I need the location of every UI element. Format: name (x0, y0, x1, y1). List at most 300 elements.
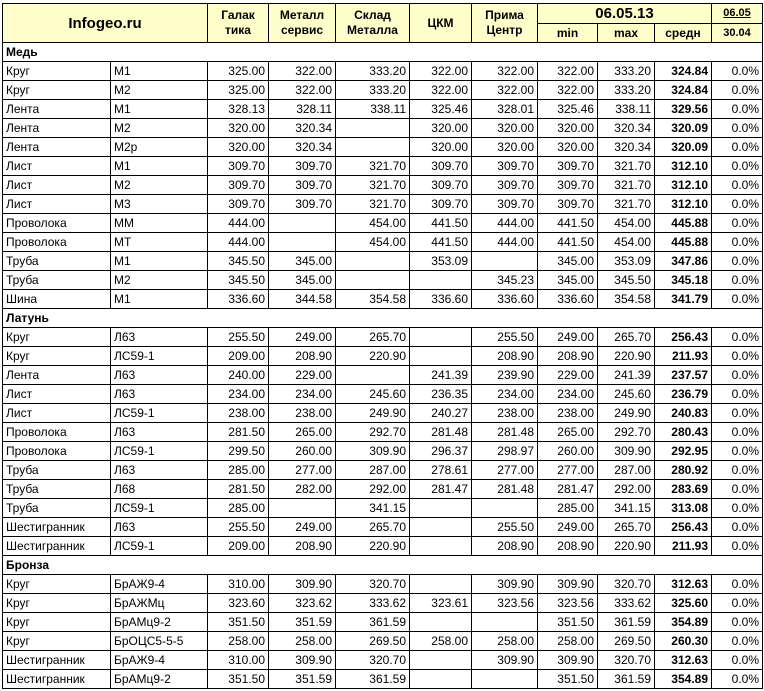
price-tskm: 323.61 (410, 594, 472, 613)
price-prima-centr: 255.50 (472, 328, 538, 347)
price-avg: 280.43 (655, 423, 712, 442)
section-title: Бронза (3, 556, 111, 575)
price-sklad-metalla: 245.60 (336, 385, 410, 404)
price-tskm: 278.61 (410, 461, 472, 480)
price-prima-centr: 298.97 (472, 442, 538, 461)
price-change: 0.0% (712, 81, 763, 100)
price-change: 0.0% (712, 176, 763, 195)
table-row (3, 81, 763, 100)
table-row (3, 214, 763, 233)
product-name: Шестигранник (3, 537, 111, 556)
price-max: 353.09 (598, 252, 655, 271)
price-sklad-metalla (336, 138, 410, 157)
section-spacer (598, 309, 655, 328)
price-metallservis (269, 214, 336, 233)
price-metallservis: 309.90 (269, 651, 336, 670)
price-tskm: 325.46 (410, 100, 472, 119)
price-sklad-metalla: 265.70 (336, 328, 410, 347)
price-change: 0.0% (712, 575, 763, 594)
price-avg: 313.08 (655, 499, 712, 518)
price-avg: 445.88 (655, 233, 712, 252)
price-tskm (410, 537, 472, 556)
price-tskm (410, 347, 472, 366)
price-change: 0.0% (712, 119, 763, 138)
price-metallservis: 208.90 (269, 537, 336, 556)
price-galaktika: 351.50 (208, 670, 269, 689)
grade: М2р (111, 138, 208, 157)
price-min: 234.00 (538, 385, 598, 404)
price-galaktika: 299.50 (208, 442, 269, 461)
price-tskm: 240.27 (410, 404, 472, 423)
price-max: 287.00 (598, 461, 655, 480)
product-name: Шестигранник (3, 651, 111, 670)
grade: ЛС59-1 (111, 442, 208, 461)
price-metallservis: 309.70 (269, 176, 336, 195)
price-galaktika: 328.13 (208, 100, 269, 119)
price-min: 208.90 (538, 347, 598, 366)
price-prima-centr: 309.70 (472, 176, 538, 195)
price-avg: 320.09 (655, 119, 712, 138)
price-change: 0.0% (712, 632, 763, 651)
product-name: Проволока (3, 442, 111, 461)
price-max: 341.15 (598, 499, 655, 518)
price-galaktika: 320.00 (208, 119, 269, 138)
price-avg: 256.43 (655, 328, 712, 347)
price-prima-centr (472, 670, 538, 689)
section-spacer (655, 556, 712, 575)
grade: БрАЖ9-4 (111, 575, 208, 594)
stat-min-header: min (538, 24, 598, 43)
table-row (3, 366, 763, 385)
price-max: 333.20 (598, 81, 655, 100)
price-sklad-metalla: 309.90 (336, 442, 410, 461)
price-prima-centr: 345.23 (472, 271, 538, 290)
grade: М2 (111, 176, 208, 195)
price-prima-centr: 309.70 (472, 157, 538, 176)
price-tskm: 241.39 (410, 366, 472, 385)
table-row (3, 499, 763, 518)
price-min: 309.70 (538, 157, 598, 176)
table-row (3, 651, 763, 670)
price-prima-centr: 320.00 (472, 138, 538, 157)
section-spacer (410, 43, 472, 62)
grade: ЛС59-1 (111, 537, 208, 556)
grade: М2 (111, 271, 208, 290)
grade: Л63 (111, 366, 208, 385)
price-sklad-metalla: 361.59 (336, 670, 410, 689)
price-prima-centr: 309.90 (472, 651, 538, 670)
grade: М2 (111, 81, 208, 100)
grade: БрАМц9-2 (111, 613, 208, 632)
price-sklad-metalla: 265.70 (336, 518, 410, 537)
table-row (3, 119, 763, 138)
price-change: 0.0% (712, 404, 763, 423)
table-row (3, 461, 763, 480)
price-min: 320.00 (538, 119, 598, 138)
price-galaktika: 320.00 (208, 138, 269, 157)
price-avg: 347.86 (655, 252, 712, 271)
section-spacer (208, 556, 269, 575)
table-row (3, 157, 763, 176)
product-name: Лента (3, 119, 111, 138)
grade: М1 (111, 157, 208, 176)
stat-max-header: max (598, 24, 655, 43)
product-name: Проволока (3, 233, 111, 252)
section-spacer (269, 309, 336, 328)
price-sklad-metalla: 269.50 (336, 632, 410, 651)
grade: М1 (111, 252, 208, 271)
table-row (3, 385, 763, 404)
price-metallservis: 322.00 (269, 62, 336, 81)
product-name: Шина (3, 290, 111, 309)
grade: БрОЦС5-5-5 (111, 632, 208, 651)
supplier-header: Прима Центр (472, 4, 538, 43)
price-change: 0.0% (712, 252, 763, 271)
product-name: Лист (3, 195, 111, 214)
price-sklad-metalla: 354.58 (336, 290, 410, 309)
price-prima-centr: 444.00 (472, 214, 538, 233)
price-tskm (410, 518, 472, 537)
grade: Л63 (111, 518, 208, 537)
price-min: 281.47 (538, 480, 598, 499)
price-max: 338.11 (598, 100, 655, 119)
price-tskm: 336.60 (410, 290, 472, 309)
price-change: 0.0% (712, 670, 763, 689)
price-min: 309.90 (538, 651, 598, 670)
price-avg: 325.60 (655, 594, 712, 613)
price-change: 0.0% (712, 651, 763, 670)
table-row (3, 537, 763, 556)
grade: М1 (111, 290, 208, 309)
price-galaktika: 255.50 (208, 328, 269, 347)
price-max: 269.50 (598, 632, 655, 651)
grade: М1 (111, 62, 208, 81)
price-avg: 211.93 (655, 537, 712, 556)
price-prima-centr: 258.00 (472, 632, 538, 651)
price-max: 265.70 (598, 518, 655, 537)
price-max: 354.58 (598, 290, 655, 309)
price-min: 260.00 (538, 442, 598, 461)
price-galaktika: 345.50 (208, 271, 269, 290)
price-prima-centr: 444.00 (472, 233, 538, 252)
product-name: Круг (3, 613, 111, 632)
price-galaktika: 325.00 (208, 81, 269, 100)
price-galaktika: 309.70 (208, 176, 269, 195)
table-row (3, 518, 763, 537)
price-max: 241.39 (598, 366, 655, 385)
price-max: 245.60 (598, 385, 655, 404)
price-prima-centr: 320.00 (472, 119, 538, 138)
price-avg: 312.10 (655, 195, 712, 214)
price-max: 361.59 (598, 670, 655, 689)
table-header (3, 4, 763, 43)
price-galaktika: 281.50 (208, 480, 269, 499)
price-max: 309.90 (598, 442, 655, 461)
table-row (3, 575, 763, 594)
price-sklad-metalla: 454.00 (336, 233, 410, 252)
price-galaktika: 351.50 (208, 613, 269, 632)
table-row (3, 176, 763, 195)
price-min: 345.00 (538, 271, 598, 290)
price-prima-centr: 239.90 (472, 366, 538, 385)
change-date-new: 06.05 (712, 4, 763, 24)
price-metallservis: 351.59 (269, 670, 336, 689)
price-avg: 354.89 (655, 670, 712, 689)
price-min: 322.00 (538, 62, 598, 81)
section-title: Медь (3, 43, 111, 62)
section-header (3, 556, 763, 575)
price-avg: 240.83 (655, 404, 712, 423)
price-metallservis: 345.00 (269, 252, 336, 271)
price-avg: 256.43 (655, 518, 712, 537)
grade: ММ (111, 214, 208, 233)
price-sklad-metalla: 292.00 (336, 480, 410, 499)
price-galaktika: 281.50 (208, 423, 269, 442)
price-change: 0.0% (712, 62, 763, 81)
price-metallservis: 249.00 (269, 328, 336, 347)
section-spacer (336, 43, 410, 62)
price-avg: 341.79 (655, 290, 712, 309)
price-prima-centr: 234.00 (472, 385, 538, 404)
price-change: 0.0% (712, 290, 763, 309)
price-sklad-metalla: 321.70 (336, 195, 410, 214)
price-max: 249.90 (598, 404, 655, 423)
price-min: 441.50 (538, 214, 598, 233)
price-galaktika: 258.00 (208, 632, 269, 651)
section-title: Латунь (3, 309, 111, 328)
section-spacer (111, 556, 208, 575)
price-galaktika: 345.50 (208, 252, 269, 271)
table-row (3, 632, 763, 651)
section-spacer (712, 43, 763, 62)
price-change: 0.0% (712, 100, 763, 119)
price-sklad-metalla (336, 119, 410, 138)
table-row (3, 62, 763, 81)
product-name: Круг (3, 575, 111, 594)
price-prima-centr: 277.00 (472, 461, 538, 480)
product-name: Труба (3, 461, 111, 480)
date-header: 06.05.13 (538, 4, 712, 24)
product-name: Проволока (3, 423, 111, 442)
grade: БрАЖ9-4 (111, 651, 208, 670)
product-name: Труба (3, 271, 111, 290)
price-sklad-metalla: 338.11 (336, 100, 410, 119)
grade: БрАМц9-2 (111, 670, 208, 689)
table-row (3, 290, 763, 309)
price-avg: 283.69 (655, 480, 712, 499)
price-galaktika: 309.70 (208, 157, 269, 176)
price-max: 320.34 (598, 119, 655, 138)
price-sklad-metalla: 320.70 (336, 575, 410, 594)
section-spacer (712, 309, 763, 328)
price-min: 345.00 (538, 252, 598, 271)
price-max: 220.90 (598, 537, 655, 556)
price-prima-centr (472, 613, 538, 632)
price-prima-centr: 322.00 (472, 62, 538, 81)
price-metallservis (269, 233, 336, 252)
price-prima-centr: 336.60 (472, 290, 538, 309)
price-change: 0.0% (712, 594, 763, 613)
price-change: 0.0% (712, 366, 763, 385)
price-max: 292.00 (598, 480, 655, 499)
product-name: Лист (3, 176, 111, 195)
section-spacer (472, 43, 538, 62)
price-metallservis: 208.90 (269, 347, 336, 366)
price-metallservis: 351.59 (269, 613, 336, 632)
price-tskm (410, 271, 472, 290)
price-galaktika: 309.70 (208, 195, 269, 214)
price-min: 323.56 (538, 594, 598, 613)
product-name: Круг (3, 594, 111, 613)
price-change: 0.0% (712, 157, 763, 176)
price-galaktika: 285.00 (208, 499, 269, 518)
grade: МТ (111, 233, 208, 252)
price-metallservis: 265.00 (269, 423, 336, 442)
product-name: Лента (3, 100, 111, 119)
price-avg: 345.18 (655, 271, 712, 290)
price-tskm: 320.00 (410, 119, 472, 138)
price-max: 333.20 (598, 62, 655, 81)
price-prima-centr: 255.50 (472, 518, 538, 537)
price-min: 229.00 (538, 366, 598, 385)
price-min: 309.90 (538, 575, 598, 594)
grade: М2 (111, 119, 208, 138)
price-min: 249.00 (538, 518, 598, 537)
table-row (3, 594, 763, 613)
section-spacer (712, 556, 763, 575)
price-sklad-metalla: 341.15 (336, 499, 410, 518)
price-tskm: 320.00 (410, 138, 472, 157)
supplier-header: ЦКМ (410, 4, 472, 43)
change-date-old: 30.04 (712, 24, 763, 43)
grade: БрАЖМц (111, 594, 208, 613)
product-name: Труба (3, 480, 111, 499)
grade: Л63 (111, 423, 208, 442)
price-change: 0.0% (712, 233, 763, 252)
price-metallservis: 282.00 (269, 480, 336, 499)
price-change: 0.0% (712, 442, 763, 461)
price-galaktika: 234.00 (208, 385, 269, 404)
price-min: 309.70 (538, 195, 598, 214)
price-max: 333.62 (598, 594, 655, 613)
price-prima-centr: 238.00 (472, 404, 538, 423)
price-galaktika: 444.00 (208, 214, 269, 233)
price-sklad-metalla: 220.90 (336, 537, 410, 556)
price-change: 0.0% (712, 138, 763, 157)
price-tskm (410, 651, 472, 670)
price-galaktika: 255.50 (208, 518, 269, 537)
grade: Л68 (111, 480, 208, 499)
price-prima-centr: 281.48 (472, 480, 538, 499)
grade: М3 (111, 195, 208, 214)
price-change: 0.0% (712, 499, 763, 518)
price-sklad-metalla: 249.90 (336, 404, 410, 423)
price-change: 0.0% (712, 461, 763, 480)
price-tskm: 309.70 (410, 195, 472, 214)
price-sklad-metalla: 292.70 (336, 423, 410, 442)
price-min: 285.00 (538, 499, 598, 518)
price-avg: 445.88 (655, 214, 712, 233)
price-avg: 324.84 (655, 81, 712, 100)
table-body (3, 43, 763, 689)
price-prima-centr: 281.48 (472, 423, 538, 442)
price-sklad-metalla (336, 252, 410, 271)
price-avg: 211.93 (655, 347, 712, 366)
price-metallservis: 320.34 (269, 138, 336, 157)
price-table (2, 3, 763, 689)
price-max: 320.70 (598, 651, 655, 670)
table-row (3, 233, 763, 252)
section-spacer (655, 43, 712, 62)
price-sklad-metalla: 361.59 (336, 613, 410, 632)
table-row (3, 423, 763, 442)
supplier-header: Склад Металла (336, 4, 410, 43)
grade: ЛС59-1 (111, 499, 208, 518)
section-spacer (111, 43, 208, 62)
section-spacer (472, 556, 538, 575)
price-tskm: 258.00 (410, 632, 472, 651)
section-spacer (655, 309, 712, 328)
product-name: Круг (3, 81, 111, 100)
price-max: 320.70 (598, 575, 655, 594)
price-sklad-metalla: 454.00 (336, 214, 410, 233)
product-name: Шестигранник (3, 518, 111, 537)
section-header (3, 43, 763, 62)
table-row (3, 347, 763, 366)
price-min: 325.46 (538, 100, 598, 119)
price-avg: 260.30 (655, 632, 712, 651)
price-min: 208.90 (538, 537, 598, 556)
grade: ЛС59-1 (111, 404, 208, 423)
price-galaktika: 323.60 (208, 594, 269, 613)
stat-avg-header: средн (655, 24, 712, 43)
price-min: 249.00 (538, 328, 598, 347)
section-spacer (208, 43, 269, 62)
price-galaktika: 240.00 (208, 366, 269, 385)
price-avg: 320.09 (655, 138, 712, 157)
product-name: Лист (3, 404, 111, 423)
price-change: 0.0% (712, 271, 763, 290)
section-header (3, 309, 763, 328)
price-max: 220.90 (598, 347, 655, 366)
section-spacer (410, 556, 472, 575)
price-galaktika: 336.60 (208, 290, 269, 309)
grade: М1 (111, 100, 208, 119)
product-name: Труба (3, 252, 111, 271)
price-avg: 354.89 (655, 613, 712, 632)
price-avg: 292.95 (655, 442, 712, 461)
supplier-header: Металл сервис (269, 4, 336, 43)
table-row (3, 328, 763, 347)
brand-title: Infogeo.ru (3, 4, 208, 43)
price-tskm: 309.70 (410, 176, 472, 195)
price-prima-centr: 322.00 (472, 81, 538, 100)
price-change: 0.0% (712, 423, 763, 442)
grade: ЛС59-1 (111, 347, 208, 366)
price-avg: 312.10 (655, 176, 712, 195)
product-name: Круг (3, 328, 111, 347)
price-tskm: 281.47 (410, 480, 472, 499)
price-min: 265.00 (538, 423, 598, 442)
price-metallservis: 234.00 (269, 385, 336, 404)
grade: Л63 (111, 328, 208, 347)
section-spacer (269, 43, 336, 62)
price-metallservis: 320.34 (269, 119, 336, 138)
price-sklad-metalla (336, 271, 410, 290)
price-sklad-metalla: 333.20 (336, 62, 410, 81)
price-sklad-metalla: 333.20 (336, 81, 410, 100)
price-tskm (410, 670, 472, 689)
